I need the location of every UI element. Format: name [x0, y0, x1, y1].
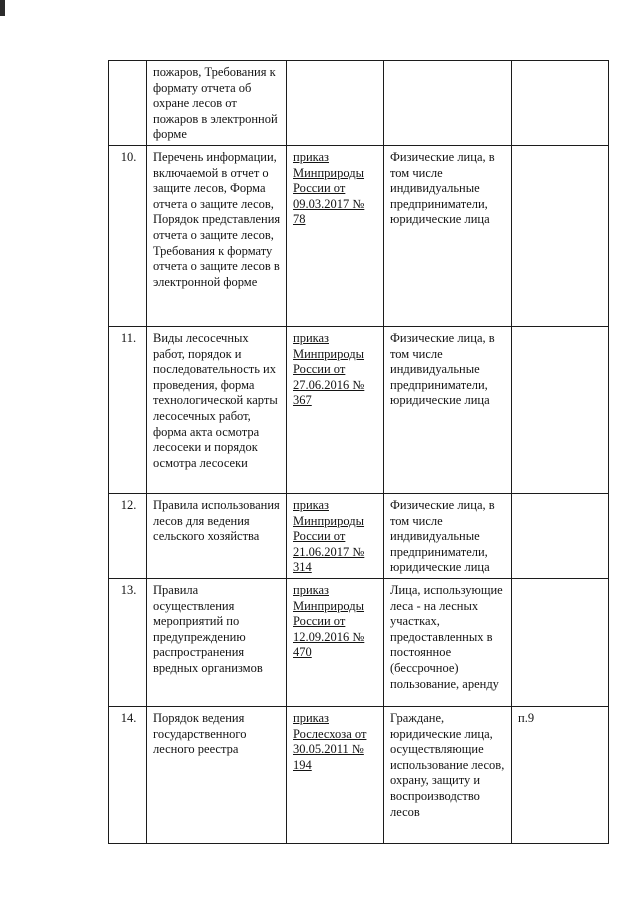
row-number: 12.: [109, 493, 147, 578]
legal-act: [287, 493, 384, 578]
legal-act: [287, 578, 384, 706]
table-row: [109, 326, 609, 493]
row-number: [109, 61, 147, 146]
structural-units: [512, 145, 609, 326]
legal-act-link[interactable]: приказ Минприроды России от 09.03.2017 № 78: [293, 149, 365, 227]
regulations-table: [108, 60, 609, 844]
requirement-name: пожаров, Требования к формату отчета об охране лесов от пожаров в электронной форме: [147, 61, 287, 146]
table-row: [109, 706, 609, 843]
structural-units: [512, 61, 609, 146]
row-number: 13.: [109, 578, 147, 706]
row-number: 10.: [109, 145, 147, 326]
legal-act-link[interactable]: приказ Минприроды России от 21.06.2017 № 314: [293, 497, 365, 575]
legal-act: [287, 61, 384, 146]
scan-corner-mark: [0, 0, 5, 16]
structural-units: [512, 493, 609, 578]
legal-act: [287, 706, 384, 843]
subjects: Физические лица, в том числе индивидуальные предприниматели, юридические лица: [384, 145, 512, 326]
row-number: 14.: [109, 706, 147, 843]
subjects: Граждане, юридические лица, осуществляющие использование лесов, охрану, защиту и воспроизводство лесов: [384, 706, 512, 843]
row-number: 11.: [109, 326, 147, 493]
legal-act-link[interactable]: приказ Рослесхоза от 30.05.2011 № 194: [293, 710, 367, 772]
requirement-name: Правила использования лесов для ведения сельского хозяйства: [147, 493, 287, 578]
legal-act: [287, 145, 384, 326]
legal-act-link[interactable]: приказ Минприроды России от 12.09.2016 № 470: [293, 582, 365, 660]
table-row: [109, 493, 609, 578]
subjects: Физические лица, в том числе индивидуальные предприниматели, юридические лица: [384, 493, 512, 578]
requirement-name: Виды лесосечных работ, порядок и последовательность их проведения, форма технологической карты лесосечных работ, форма акта осмотра лесосеки и порядок осмотра лесосеки: [147, 326, 287, 493]
requirement-name: Правила осуществления мероприятий по предупреждению распространения вредных организмов: [147, 578, 287, 706]
subjects: Физические лица, в том числе индивидуальные предприниматели, юридические лица: [384, 326, 512, 493]
legal-act: [287, 326, 384, 493]
structural-units: п.9: [512, 706, 609, 843]
table-row: [109, 578, 609, 706]
table-row: [109, 61, 609, 146]
structural-units: [512, 578, 609, 706]
structural-units: [512, 326, 609, 493]
table-row: [109, 145, 609, 326]
subjects: [384, 61, 512, 146]
legal-act-link[interactable]: приказ Минприроды России от 27.06.2016 № 367: [293, 330, 365, 408]
requirement-name: Порядок ведения государственного лесного реестра: [147, 706, 287, 843]
requirement-name: Перечень информации, включаемой в отчет о защите лесов, Форма отчета о защите лесов, Порядок представления отчета о защите лесов, Требования к формату отчета о защите лесов в электронной форме: [147, 145, 287, 326]
subjects: Лица, использующие леса - на лесных участках, предоставленных в постоянное (бессрочное) пользование, аренду: [384, 578, 512, 706]
